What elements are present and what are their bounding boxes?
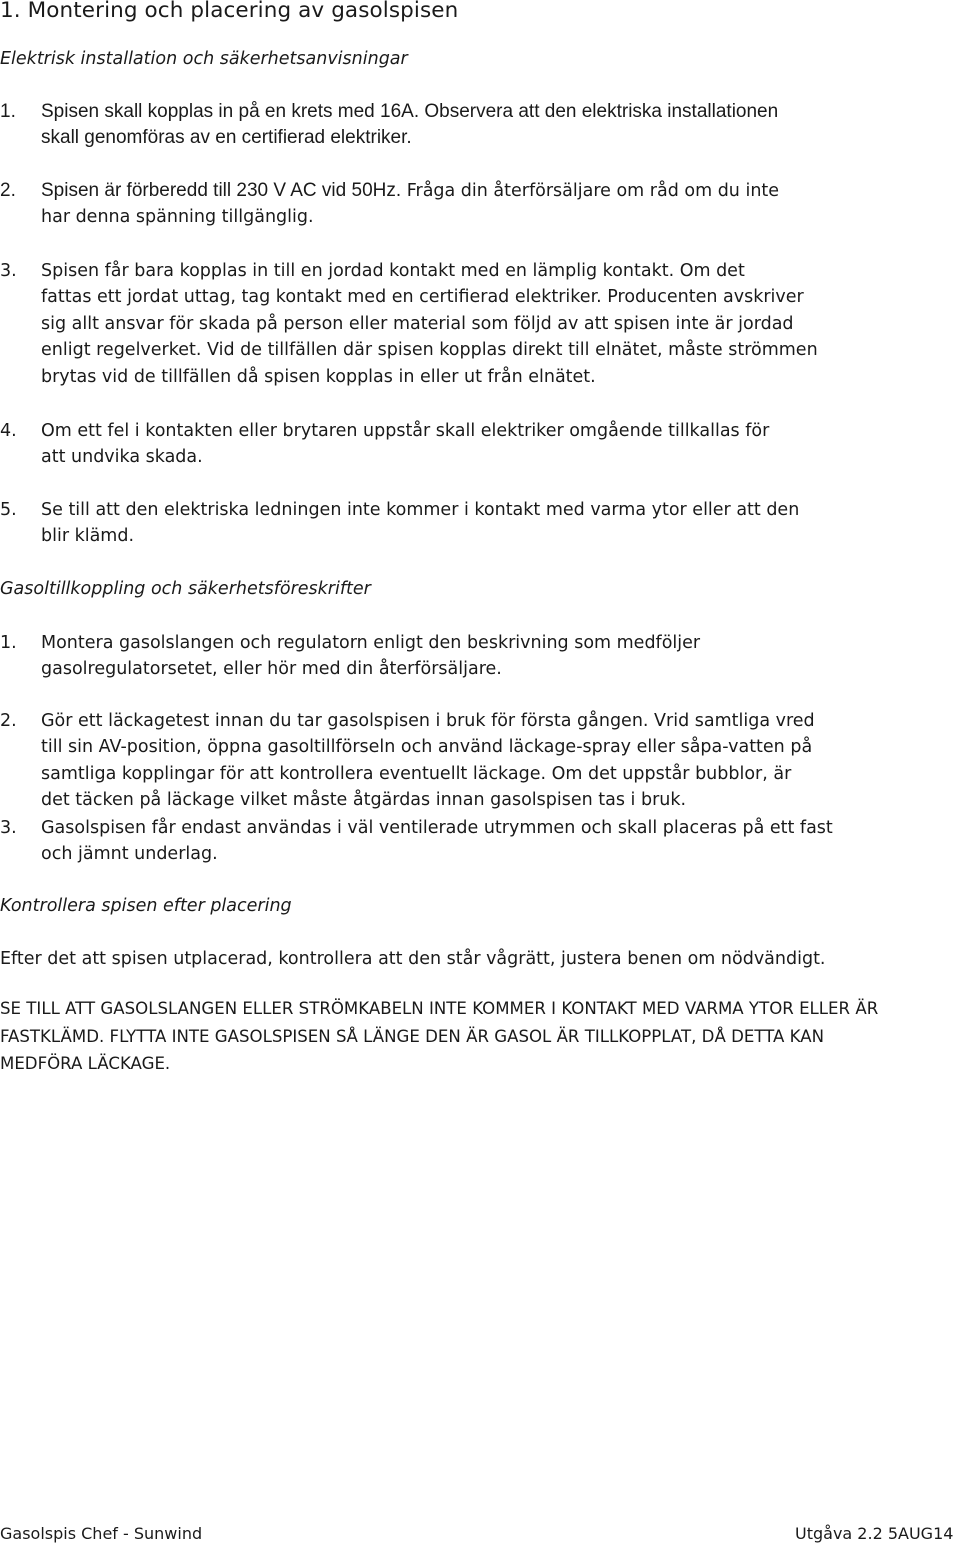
item-number: 4. [0, 421, 17, 441]
page-title: 1. Montering och placering av gasolspisen [0, 0, 459, 23]
list-item [0, 630, 900, 683]
item-line: Se till att den elektriska ledningen inte kommer i kontakt med varma ytor eller att den [41, 500, 800, 520]
list-item [0, 99, 900, 152]
warning-text [0, 995, 960, 1078]
item-text [41, 418, 900, 471]
item-line: har denna spänning tillgänglig. [41, 207, 314, 228]
item-line: blir klämd. [41, 526, 135, 547]
item-number: 1. [0, 633, 17, 653]
section-heading-gas: Gasoltillkoppling och säkerhetsföreskrifter [0, 579, 371, 599]
section-heading-check: Kontrollera spisen efter placering [0, 896, 292, 916]
item-line: Gasolspisen får endast användas i väl ventilerade utrymmen och skall placeras på ett fast [41, 818, 833, 838]
item-line: skall genomföras av en certifierad elektriker. [41, 127, 412, 149]
item-line: Om ett fel i kontakten eller brytaren uppstår skall elektriker omgående tillkallas för [41, 421, 770, 441]
item-line: sig allt ansvar för skada på person eller material som följd av att spisen inte är jordad [41, 313, 794, 334]
item-text [41, 630, 900, 683]
item-number: 3. [0, 261, 17, 281]
warning-line: MEDFÖRA LÄCKAGE. [0, 1054, 171, 1073]
item-line: brytas vid de tillfällen då spisen kopplas in eller ut från elnätet. [41, 366, 596, 387]
list-item [0, 497, 900, 550]
item-line: samtliga kopplingar för att kontrollera eventuellt läckage. Om det uppstår bubblor, är [41, 763, 792, 784]
list-item [0, 815, 900, 868]
item-line: Spisen är förberedd till 230 V AC vid 50Hz. [41, 180, 402, 201]
item-line: att undvika skada. [41, 447, 203, 468]
item-line: Montera gasolslangen och regulatorn enligt den beskrivning som medföljer [41, 633, 701, 653]
item-text [41, 708, 900, 814]
item-number: 5. [0, 500, 17, 520]
item-text [41, 497, 900, 550]
list-item [0, 258, 900, 390]
item-line: Spisen får bara kopplas in till en jordad kontakt med en lämplig kontakt. Om det [41, 261, 745, 281]
item-number: 2. [0, 711, 17, 731]
warning-line: FASTKLÄMD. FLYTTA INTE GASOLSPISEN SÅ LÄNGE DEN ÄR GASOL ÄR TILLKOPPLAT, DÅ DETTA KAN [0, 1026, 825, 1046]
item-number: 3. [0, 818, 17, 838]
item-line: enligt regelverket. Vid de tillfällen där spisen kopplas direkt till elnätet, måste strömmen [41, 340, 818, 361]
item-line: Spisen skall kopplas in på en krets med 16A. Observera att den elektriska installationen [41, 101, 779, 122]
item-line: fattas ett jordat uttag, tag kontakt med en certifierad elektriker. Producenten avskriver [41, 287, 804, 308]
list-item [0, 418, 900, 471]
item-line: till sin AV-position, öppna gasoltillförseln och använd läckage-spray eller såpa-vatten på [41, 737, 813, 758]
item-number: 1. [0, 101, 16, 122]
check-text: Efter det att spisen utplacerad, kontrollera att den står vågrätt, justera benen om nödvändigt. [0, 949, 826, 969]
item-text [41, 258, 900, 390]
item-line: och jämnt underlag. [41, 844, 218, 865]
item-line: Gör ett läckagetest innan du tar gasolspisen i bruk för första gången. Vrid samtliga vred [41, 711, 815, 731]
item-line: gasolregulatorsetet, eller hör med din återförsäljare. [41, 659, 502, 680]
item-text [41, 178, 900, 231]
list-item [0, 708, 900, 814]
footer-left: Gasolspis Chef - Sunwind [0, 1524, 203, 1543]
item-number: 2. [0, 180, 16, 201]
item-line: det täcken på läckage vilket måste åtgärdas innan gasolspisen tas i bruk. [41, 790, 687, 811]
section-heading-electrical: Elektrisk installation och säkerhetsanvisningar [0, 49, 408, 69]
item-text [41, 99, 900, 152]
footer-right: Utgåva 2.2 5AUG14 [795, 1524, 954, 1543]
list-item [0, 178, 900, 231]
item-text [41, 815, 900, 868]
item-line: Fråga din återförsäljare om råd om du inte [401, 181, 780, 201]
warning-line: SE TILL ATT GASOLSLANGEN ELLER STRÖMKABELN INTE KOMMER I KONTAKT MED VARMA YTOR ELLER ÄR [0, 999, 879, 1018]
